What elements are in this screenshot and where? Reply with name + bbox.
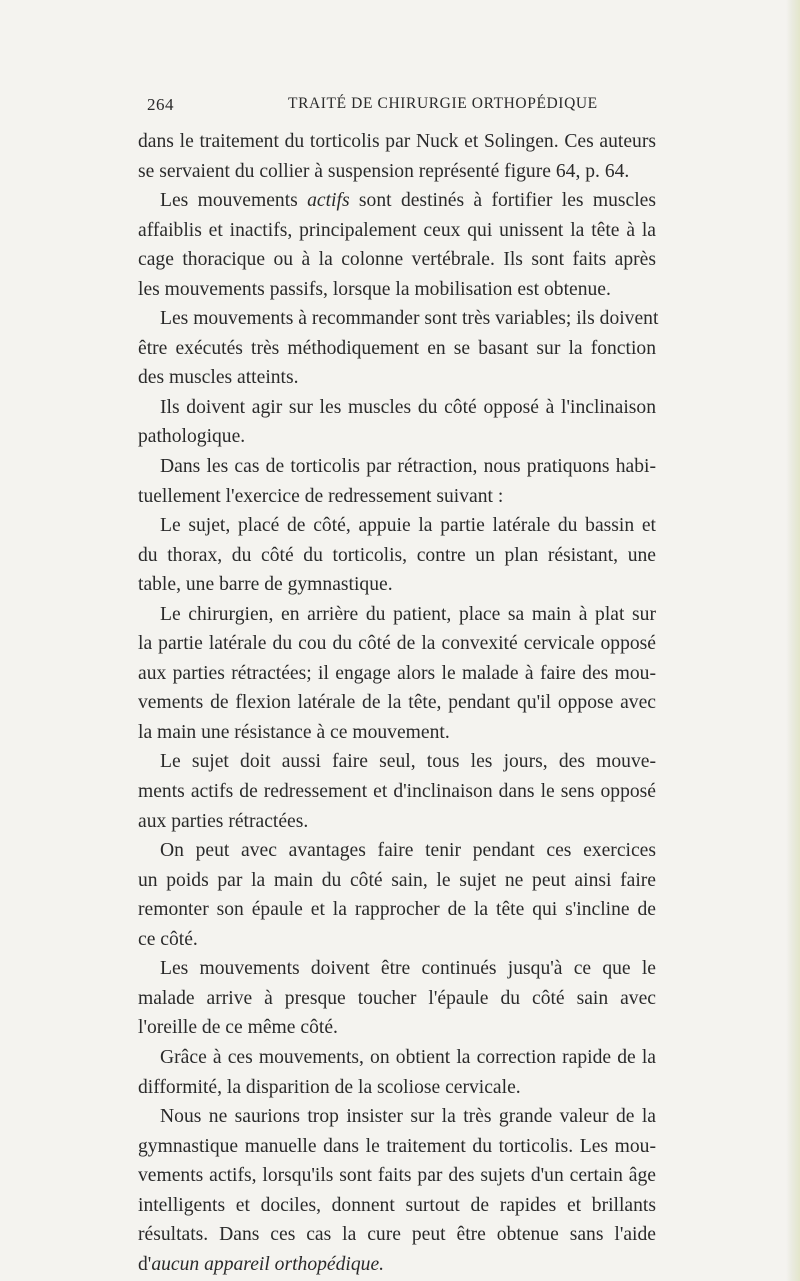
text-line: du thorax, du côté du torticolis, contre un plan résistant, une: [138, 544, 656, 566]
text-line: gymnastique manuelle dans le traitement du torticolis. Les mou-: [138, 1135, 656, 1157]
text-line: affaiblis et inactifs, principalement ceux qui unissent la tête à la: [138, 219, 656, 241]
text-line: Le sujet doit aussi faire seul, tous les jours, des mouve-: [160, 751, 656, 773]
text-line: On peut avec avantages faire tenir pendant ces exercices: [160, 840, 656, 862]
running-title: TRAITÉ DE CHIRURGIE ORTHOPÉDIQUE: [288, 95, 598, 112]
text-line: Les mouvements doivent être continués jusqu'à ce que le: [160, 958, 656, 980]
text-line: d'aucun appareil orthopédique.: [138, 1253, 385, 1275]
text-line: Nous ne saurions trop insister sur la très grande valeur de la: [160, 1106, 656, 1128]
body-text: [138, 127, 659, 1279]
page-header: [135, 95, 655, 119]
text-line: les mouvements passifs, lorsque la mobilisation est obtenue.: [138, 278, 611, 300]
page-number: 264: [147, 95, 174, 114]
text-line: ce côté.: [138, 928, 198, 950]
text-line: être exécutés très méthodiquement en se basant sur la fonction: [138, 337, 656, 359]
text-line: se servaient du collier à suspension représenté figure 64, p. 64.: [138, 160, 630, 182]
text-line: cage thoracique ou à la colonne vertébrale. Ils sont faits après: [138, 249, 656, 271]
text-line: tuellement l'exercice de redressement suivant :: [138, 485, 504, 507]
text-line: Le sujet, placé de côté, appuie la partie latérale du bassin et: [160, 515, 656, 537]
text-line: Grâce à ces mouvements, on obtient la correction rapide de la: [160, 1046, 656, 1068]
text-line: aux parties rétractées.: [138, 810, 309, 832]
text-line: résultats. Dans ces cas la cure peut être obtenue sans l'aide: [138, 1224, 656, 1246]
text-line: intelligents et dociles, donnent surtout de rapides et brillants: [138, 1194, 656, 1216]
text-line: ments actifs de redressement et d'inclinaison dans le sens opposé: [138, 781, 656, 803]
text-line: Le chirurgien, en arrière du patient, place sa main à plat sur: [160, 603, 656, 625]
text-line: vements de flexion latérale de la tête, pendant qu'il oppose avec: [138, 692, 656, 714]
text-line: pathologique.: [138, 426, 246, 448]
text-line: Ils doivent agir sur les muscles du côté opposé à l'inclinaison: [160, 396, 656, 418]
text-line: Dans les cas de torticolis par rétraction, nous pratiquons habi-: [160, 456, 656, 478]
text-line: vements actifs, lorsqu'ils sont faits par des sujets d'un certain âge: [138, 1165, 656, 1187]
text-line: remonter son épaule et la rapprocher de la tête qui s'incline de: [138, 899, 656, 921]
text-line: un poids par la main du côté sain, le sujet ne peut ainsi faire: [138, 869, 656, 891]
text-line: l'oreille de ce même côté.: [138, 1017, 338, 1039]
text-line: la partie latérale du cou du côté de la convexité cervicale opposé: [138, 633, 656, 655]
page-edge-shadow: [786, 0, 800, 1281]
text-line: malade arrive à presque toucher l'épaule du côté sain avec: [138, 987, 656, 1009]
text-line: difformité, la disparition de la scoliose cervicale.: [138, 1076, 521, 1098]
text-line: dans le traitement du torticolis par Nuck et Solingen. Ces auteurs: [138, 131, 656, 152]
text-line: la main une résistance à ce mouvement.: [138, 721, 450, 743]
text-line: aux parties rétractées; il engage alors le malade à faire des mou-: [138, 662, 656, 684]
text-line: Les mouvements actifs sont destinés à fortifier les muscles: [160, 190, 656, 212]
text-line: table, une barre de gymnastique.: [138, 574, 393, 596]
text-line: des muscles atteints.: [138, 367, 299, 389]
text-line: Les mouvements à recommander sont très variables; ils doivent: [160, 308, 659, 330]
